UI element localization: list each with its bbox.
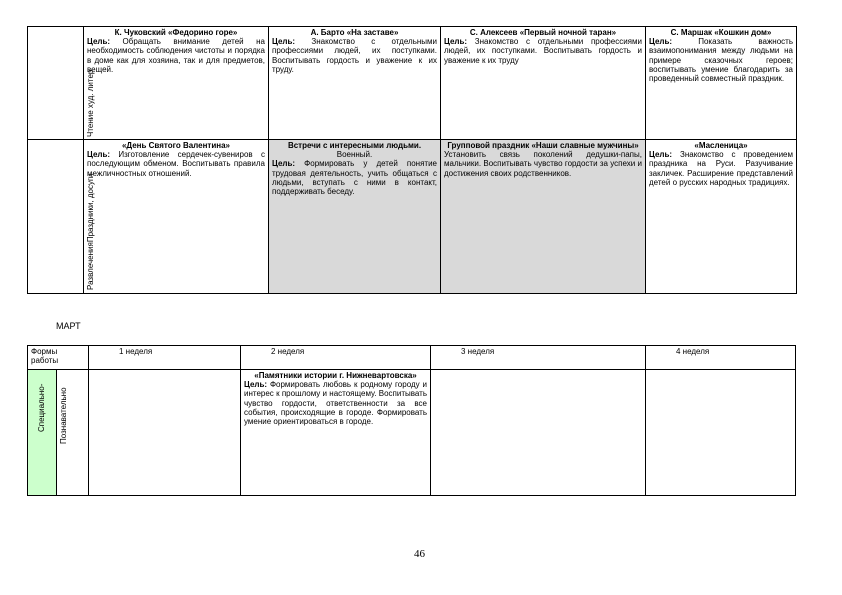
cell-row2-week1 xyxy=(84,140,269,294)
month-heading: МАРТ xyxy=(56,321,81,331)
goal-label: Цель: xyxy=(87,150,111,160)
activities-table-march xyxy=(27,345,796,496)
goal-label: Цель: xyxy=(649,150,673,160)
cell-row1-week1 xyxy=(84,27,269,140)
activities-table-february xyxy=(27,26,797,294)
cell-row1-week3 xyxy=(441,27,646,140)
cell-march-week3 xyxy=(431,370,646,496)
cell-row1-week4 xyxy=(646,27,797,140)
header-forms: Формы работы xyxy=(28,346,89,370)
side-label-cognitive: Познавательно xyxy=(59,387,68,444)
cell-title: А. Барто «На заставе» xyxy=(310,28,399,37)
side-label-cell xyxy=(57,370,89,496)
goal-label: Цель: xyxy=(87,37,111,47)
goal-label: Цель: xyxy=(649,37,673,47)
cell-march-week1 xyxy=(89,370,241,496)
cell-row2-week4 xyxy=(646,140,797,294)
group-label-cell xyxy=(28,370,57,496)
header-week2: 2 неделя xyxy=(241,346,431,370)
cell-title: «Памятники истории г. Нижневартовска» xyxy=(254,371,417,380)
goal-text: Показать важность взаимопонимания между людьми на примере сказочных героев; воспитывать умение благодарить за проведенный совместный праздник. xyxy=(649,37,793,83)
goal-text: Изготовление сердечек-сувениров с последующим обменом. Воспитывать правила межличностных отношений. xyxy=(87,150,265,178)
header-week4: 4 неделя xyxy=(646,346,796,370)
goal-text: Формировать у детей понятие трудовая деятельность, учить общаться с людьми, вступать с ними в контакт, поддерживать беседу. xyxy=(272,159,437,196)
header-week1: 1 неделя xyxy=(89,346,241,370)
cell-title: К. Чуковский «Федорино горе» xyxy=(114,28,238,37)
goal-label: Цель: xyxy=(272,159,296,169)
goal-text: Формировать любовь к родному городу и интерес к прошлому и настоящему. Воспитывать чувство гордости, ответственности за все события, происходящие в городе. Формировать умение ориентироваться в городе. xyxy=(244,380,427,426)
goal-text: Обращать внимание детей на необходимость соблюдения чистоты и порядка в доме как для хозяина, так и для предметов, вещей. xyxy=(87,37,265,74)
goal-text: Знакомство с отдельными профессиями людей, их поступками. Воспитывать гордость и уважение к их труду. xyxy=(272,37,437,74)
side-label-cell xyxy=(28,27,95,140)
cell-row2-week3 xyxy=(441,140,646,294)
goal-text: Знакомство с отдельными профессиями людей, их поступками. Воспитывать гордость и уважение к их труду xyxy=(444,37,642,65)
cell-march-week2 xyxy=(241,370,431,496)
cell-title-extra: Военный. xyxy=(336,150,373,160)
group-label: Специально- xyxy=(37,383,46,432)
cell-title: С. Алексеев «Первый ночной таран» xyxy=(469,28,617,37)
goal-text: Знакомство с проведением праздника на Руси. Разучивание закличек. Расширение представлений детей о русских народных традициях. xyxy=(649,150,793,187)
cell-title: С. Маршак «Кошкин дом» xyxy=(670,28,772,37)
page-number: 46 xyxy=(414,548,425,560)
side-label-entertainment: РазвлеченияПраздники, досуги xyxy=(86,173,95,290)
cell-row2-week2 xyxy=(269,140,441,294)
cell-title: «Масленица» xyxy=(694,141,748,150)
cell-row1-week2 xyxy=(269,27,441,140)
cell-march-week4 xyxy=(646,370,796,496)
goal-text: Установить связь поколений дедушки-папы, мальчики. Воспитывать чувство гордости за успехи и достижения своих родственников. xyxy=(444,150,642,178)
header-week3: 3 неделя xyxy=(431,346,646,370)
goal-label: Цель: xyxy=(444,37,468,47)
side-label-cell xyxy=(28,140,95,294)
goal-label: Цель: xyxy=(272,37,296,47)
goal-label: Цель: xyxy=(244,380,268,390)
cell-title: Групповой праздник «Наши славные мужчины» xyxy=(447,141,639,150)
cell-title: «День Святого Валентина» xyxy=(121,141,230,150)
cell-title: Встречи с интересными людьми. xyxy=(287,141,422,150)
side-label-reading: Чтение худ. литер xyxy=(86,69,95,137)
